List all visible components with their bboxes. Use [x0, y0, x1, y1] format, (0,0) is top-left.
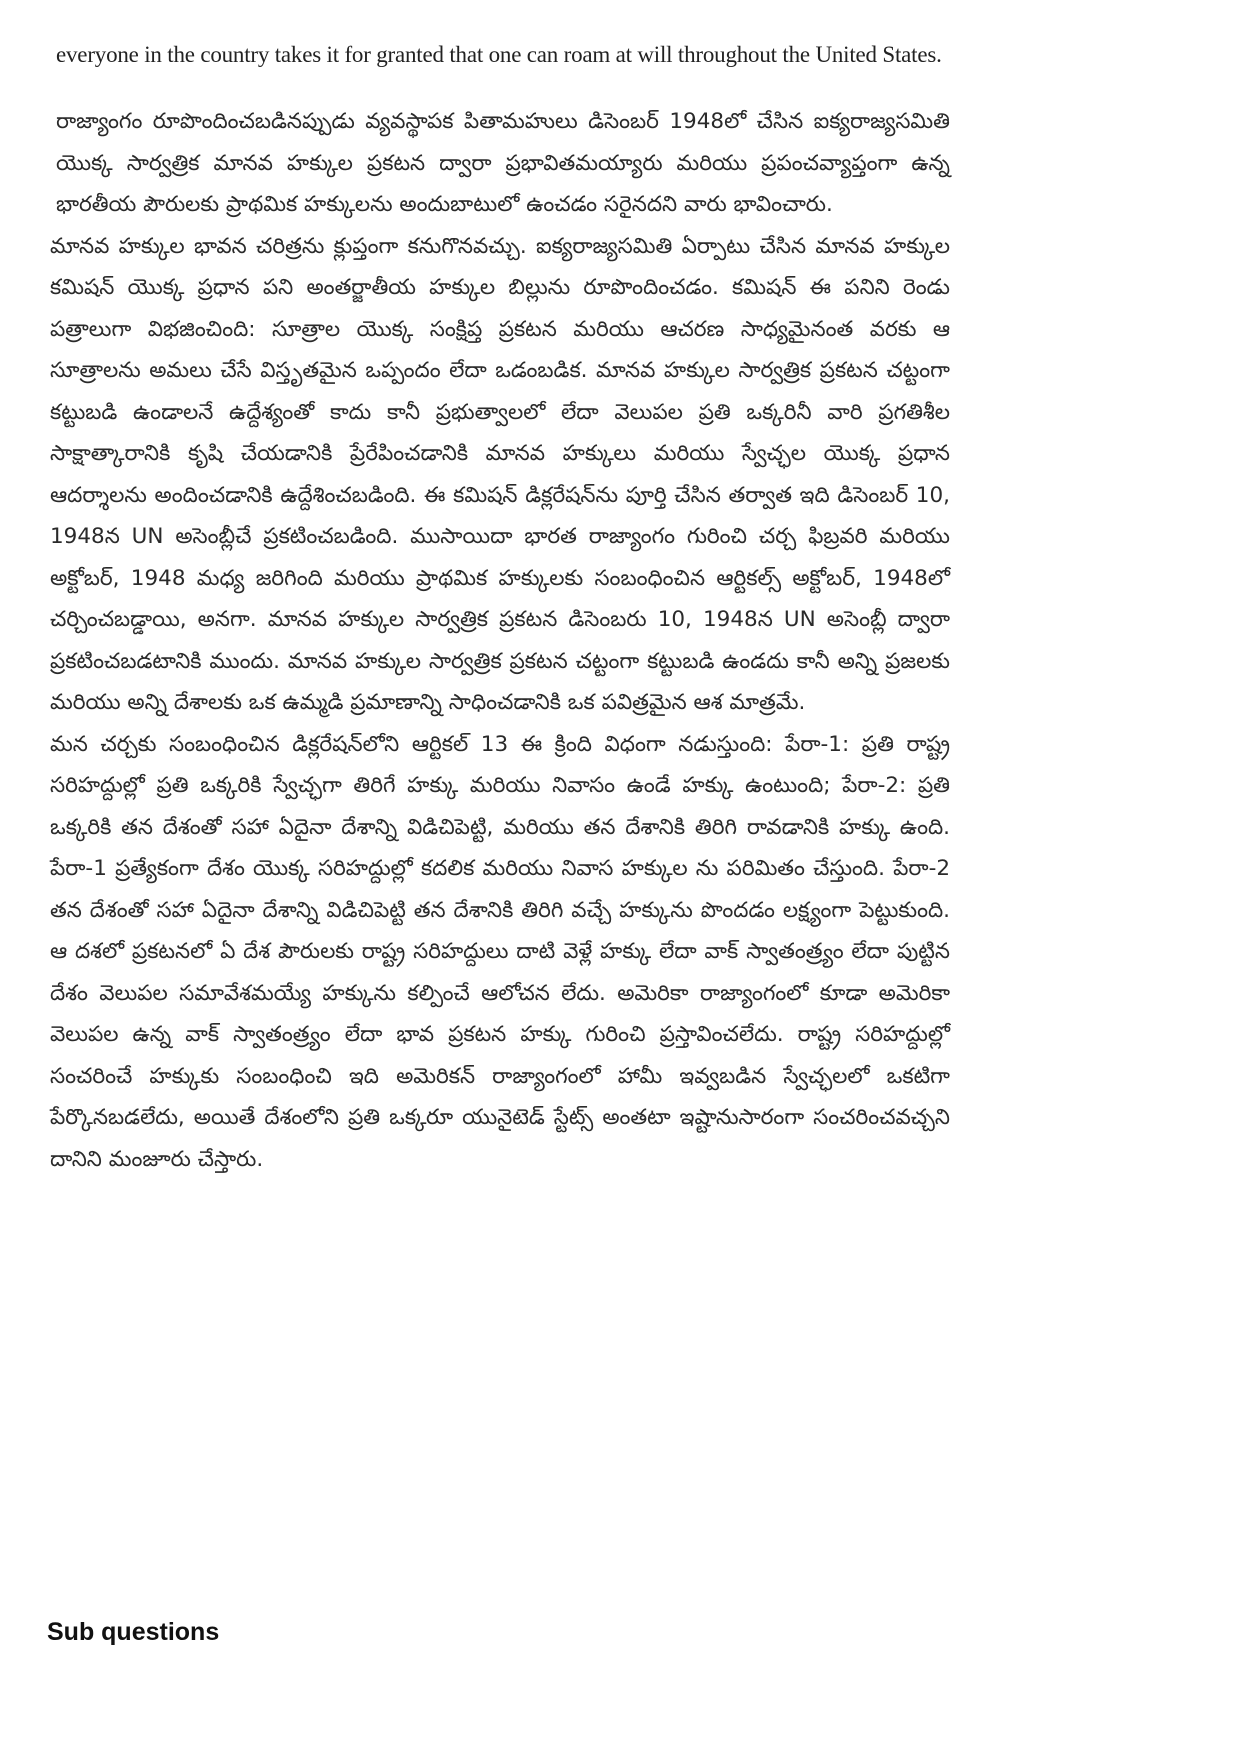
telugu-paragraph-2: మానవ హక్కుల భావన చరిత్రను క్లుప్తంగా కనుగొనవచ్చు. ఐక్యరాజ్యసమితి ఏర్పాటు చేసిన మానవ హక్కుల కమిషన్ యొక్క ప్రధాన పని అంతర్జాతీయ హక్కుల బిల్లును రూపొందించడం. కమిషన్ ఈ పనిని రెండు పత్రాలుగా విభజించింది: సూత్రాల యొక్క సంక్షిప్త ప్రకటన మరియు ఆచరణ సాధ్యమైనంత వరకు ఆ సూత్రాలను అమలు చేసే విస్తృతమైన ఒప్పందం లేదా ఒడంబడిక. మానవ హక్కుల సార్వత్రిక ప్రకటన చట్టంగా కట్టుబడి ఉండాలనే ఉద్దేశ్యంతో కాదు కానీ ప్రభుత్వాలలో లేదా వెలుపల ప్రతి ఒక్కరినీ వారి ప్రగతిశీల సాక్షాత్కారానికి కృషి చేయడానికి ప్రేరేపించడానికి మానవ హక్కులు మరియు స్వేచ్ఛల యొక్క ప్రధాన ఆదర్శాలను అందించడానికి ఉద్దేశించబడింది. ఈ కమిషన్ డిక్లరేషన్‌ను పూర్తి చేసిన తర్వాత ఇది డిసెంబర్ 10, 1948న UN అసెంబ్లీచే ప్రకటించబడింది. ముసాయిదా భారత రాజ్యాంగం గురించి చర్చ ఫిబ్రవరి మరియు అక్టోబర్, 1948 మధ్య జరిగింది మరియు ప్రాథమిక హక్కులకు సంబంధించిన ఆర్టికల్స్ అక్టోబర్, 1948లో చర్చించబడ్డాయి, అనగా. మానవ హక్కుల సార్వత్రిక ప్రకటన డిసెంబరు 10, 1948న UN అసెంబ్లీ ద్వారా ప్రకటించబడటానికి ముందు. మానవ హక్కుల సార్వత్రిక ప్రకటన చట్టంగా కట్టుబడి ఉండదు కానీ అన్ని ప్రజలకు మరియు అన్ని దేశాలకు ఒక ఉమ్మడి ప్రమాణాన్ని సాధించడానికి ఒక పవిత్రమైన ఆశ మాత్రమే.: [50, 233, 950, 715]
telugu-paragraph-3: మన చర్చకు సంబంధించిన డిక్లరేషన్‌లోని ఆర్టికల్ 13 ఈ క్రింది విధంగా నడుస్తుంది: పేరా-1: ప్రతి రాష్ట్ర సరిహద్దుల్లో ప్రతి ఒక్కరికి స్వేచ్ఛగా తిరిగే హక్కు మరియు నివాసం ఉండే హక్కు ఉంటుంది; పేరా-2: ప్రతి ఒక్కరికి తన దేశంతో సహా ఏదైనా దేశాన్ని విడిచిపెట్టి, మరియు తన దేశానికి తిరిగి రావడానికి హక్కు ఉంది. పేరా-1 ప్రత్యేకంగా దేశం యొక్క సరిహద్దుల్లో కదలిక మరియు నివాస హక్కుల ను పరిమితం చేస్తుంది. పేరా-2 తన దేశంతో సహా ఏదైనా దేశాన్ని విడిచిపెట్టి తన దేశానికి తిరిగి వచ్చే హక్కును పొందడం లక్ష్యంగా పెట్టుకుంది. ఆ దశలో ప్రకటనలో ఏ దేశ పౌరులకు రాష్ట్ర సరిహద్దులు దాటి వెళ్లే హక్కు లేదా వాక్ స్వాతంత్ర్యం లేదా పుట్టిన దేశం వెలుపల సమావేశమయ్యే హక్కును కల్పించే ఆలోచన లేదు. అమెరికా రాజ్యాంగంలో కూడా అమెరికా వెలుపల ఉన్న వాక్ స్వాతంత్ర్యం లేదా భావ ప్రకటన హక్కు గురించి ప్రస్తావించలేదు. రాష్ట్ర సరిహద్దుల్లో సంచరించే హక్కుకు సంబంధించి ఇది అమెరికన్ రాజ్యాంగంలో హామీ ఇవ్వబడిన స్వేచ్ఛలలో ఒకటిగా పేర్కొనబడలేదు, అయితే దేశంలోని ప్రతి ఒక్కరూ యునైటెడ్ స్టేట్స్ అంతటా ఇష్టానుసారంగా సంచరించవచ్చని దానిని మంజూరు చేస్తారు.: [50, 731, 950, 1172]
telugu-paragraph-1: రాజ్యాంగం రూపొందించబడినప్పుడు వ్యవస్థాపక పితామహులు డిసెంబర్ 1948లో చేసిన ఐక్యరాజ్యసమితి యొక్క సార్వత్రిక మానవ హక్కుల ప్రకటన ద్వారా ప్రభావితమయ్యారు మరియు ప్రపంచవ్యాప్తంగా ఉన్న భారతీయ పౌరులకు ప్రాథమిక హక్కులను అందుబాటులో ఉంచడం సరైనదని వారు భావించారు.: [56, 109, 950, 217]
scanned-text-image: [50, 30, 950, 1180]
english-paragraph: everyone in the country takes it for granted that one can roam at will throughout the United States.: [56, 42, 942, 67]
sub-questions-heading: Sub questions: [47, 1618, 220, 1646]
